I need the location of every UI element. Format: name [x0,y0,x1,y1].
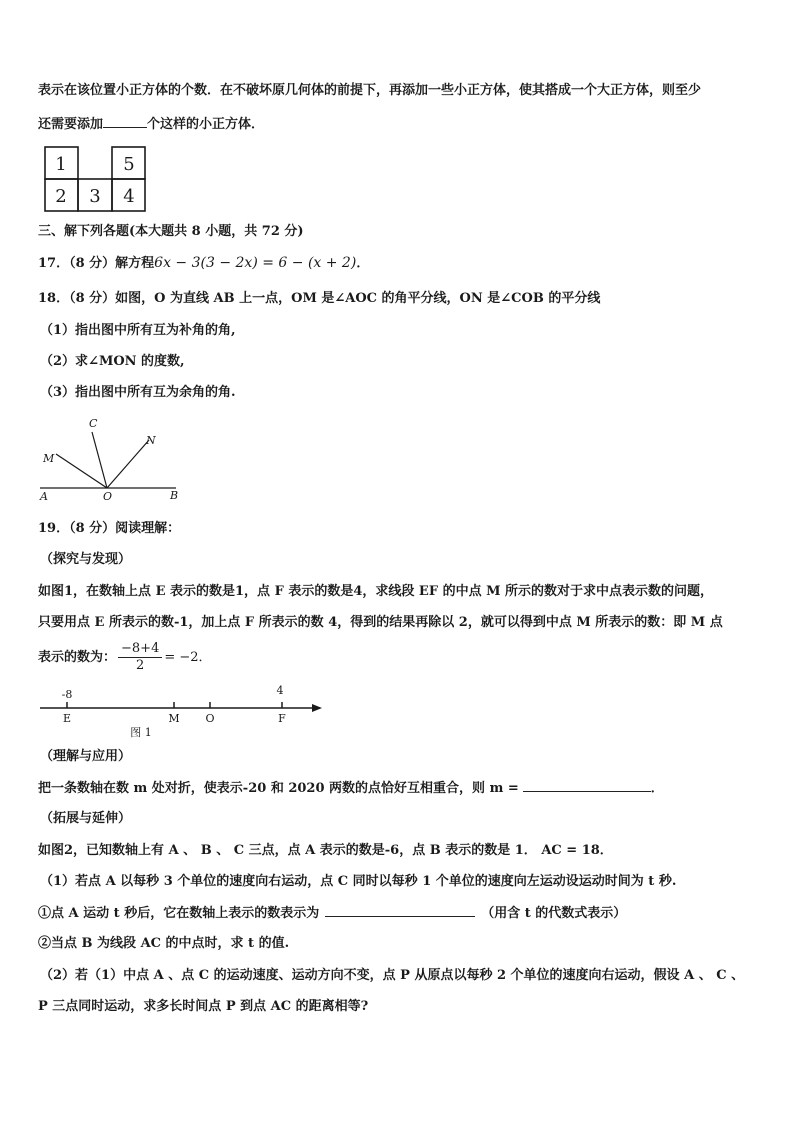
label-M: M [43,452,55,465]
q19-part-1a-post: （用含 t 的代数式表示） [481,906,627,921]
label-O: O [103,490,113,503]
tick-label-right: 4 [276,684,284,697]
q16-cube-grid [44,146,148,212]
q19-number-line-fig1 [36,682,326,740]
q17-line [38,254,369,273]
q18-item-1: （1）指出图中所有互为补角的角, [40,323,236,338]
q19-para-1c-pre: 表示的数为： [38,650,117,665]
q19-heading-apply: （理解与应用） [40,749,132,764]
q19-fraction [118,641,162,674]
q19-heading-extend: （拓展与延伸） [40,811,132,826]
q19-m-answer-blank[interactable] [523,779,651,792]
section-heading: 三、解下列各题(本大题共 8 小题，共 72 分) [38,224,304,239]
q19-heading-explore: （探究与发现） [40,552,132,567]
q19-part-1b: ②当点 B 为线段 AC 的中点时，求 t 的值. [38,936,290,951]
fraction-denominator: 2 [136,658,145,673]
q16-text-pre: 还需要添加 [38,117,104,132]
q19-para-1a: 如图1，在数轴上点 E 表示的数是1，点 F 表示的数是4，求线段 EF 的中点 M 所示的数对于求中点表示数的问题， [38,584,714,599]
q18-item-3: （3）指出图中所有互为余角的角. [40,385,236,400]
grid-cell-2: 2 [55,186,67,207]
point-O: O [205,712,215,725]
point-F: F [278,712,286,725]
q16-text-post: 个这样的小正方体． [147,117,265,132]
q19-para-1c [38,640,212,676]
q19-para-1b: 只要用点 E 所表示的数-1，加上点 F 所表示的数 4，得到的结果再除以 2，就可以得到中点 M 所表示的数：即 M 点 [38,615,723,630]
q19-stem: 19．（8 分）阅读理解： [38,521,181,536]
q19-part-2a: （2）若（1）中点 A 、点 C 的运动速度、运动方向不变，点 P 从原点以每秒 2 个单位的速度向右运动，假设 A 、 C 、 [40,968,745,983]
q16-answer-blank[interactable] [103,115,147,128]
grid-cell-4: 4 [123,186,135,207]
figure-caption: 图 1 [130,726,152,739]
q18-angle-figure [36,412,186,504]
label-C: C [89,417,98,430]
q19-para-2 [38,779,664,798]
label-B: B [170,489,179,502]
q16-text-line2 [38,115,264,134]
q17-equation: 6x − 3(3 − 2x) = 6 − (x + 2) [154,255,357,271]
q18-stem: 18．（8 分）如图，O 为直线 AB 上一点，OM 是∠AOC 的角平分线，ON 是∠COB 的平分线 [38,291,601,306]
q19-para-3: 如图2，已知数轴上有 A 、 B 、 C 三点，点 A 表示的数是-6，点 B 表示的数是 1． AC = 18． [38,843,613,858]
q19-para-1c-post: = −2． [164,650,212,665]
q19-para-2-pre: 把一条数轴在数 m 处对折，使表示-20 和 2020 两数的点恰好互相重合，则 m = [38,781,519,796]
q18-item-2: （2）求∠MON 的度数, [40,354,185,369]
q19-para-2-post: ． [650,781,664,796]
q16-text-line1: 表示在该位置小正方体的个数．在不破坏原几何体的前提下，再添加一些小正方体，使其搭成一个大正方体，则至少 [38,83,702,98]
point-E: E [62,712,72,725]
label-N: N [146,434,156,447]
tick-label-left: -8 [61,688,73,701]
q19-part-1: （1）若点 A 以每秒 3 个单位的速度向右运动，点 C 同时以每秒 1 个单位的速度向左运动设运动时间为 t 秒. [40,874,677,889]
grid-cell-3: 3 [89,186,101,207]
label-A: A [40,490,48,503]
q17-end: ． [356,256,370,271]
q19-part-1a-pre: ①点 A 运动 t 秒后，它在数轴上表示的数表示为 [38,906,320,921]
axis-arrow-icon [312,704,322,712]
point-M: M [168,712,180,725]
q19-part-1a [38,904,626,923]
q19-part-2b: P 三点同时运动，求多长时间点 P 到点 AC 的距离相等? [38,999,369,1014]
grid-cell-5: 5 [123,154,135,175]
q19-expression-answer-blank[interactable] [325,904,475,917]
q17-label: 17．（8 分）解方程 [38,256,155,271]
grid-cell-1: 1 [55,154,67,175]
fraction-numerator: −8+4 [118,641,162,658]
